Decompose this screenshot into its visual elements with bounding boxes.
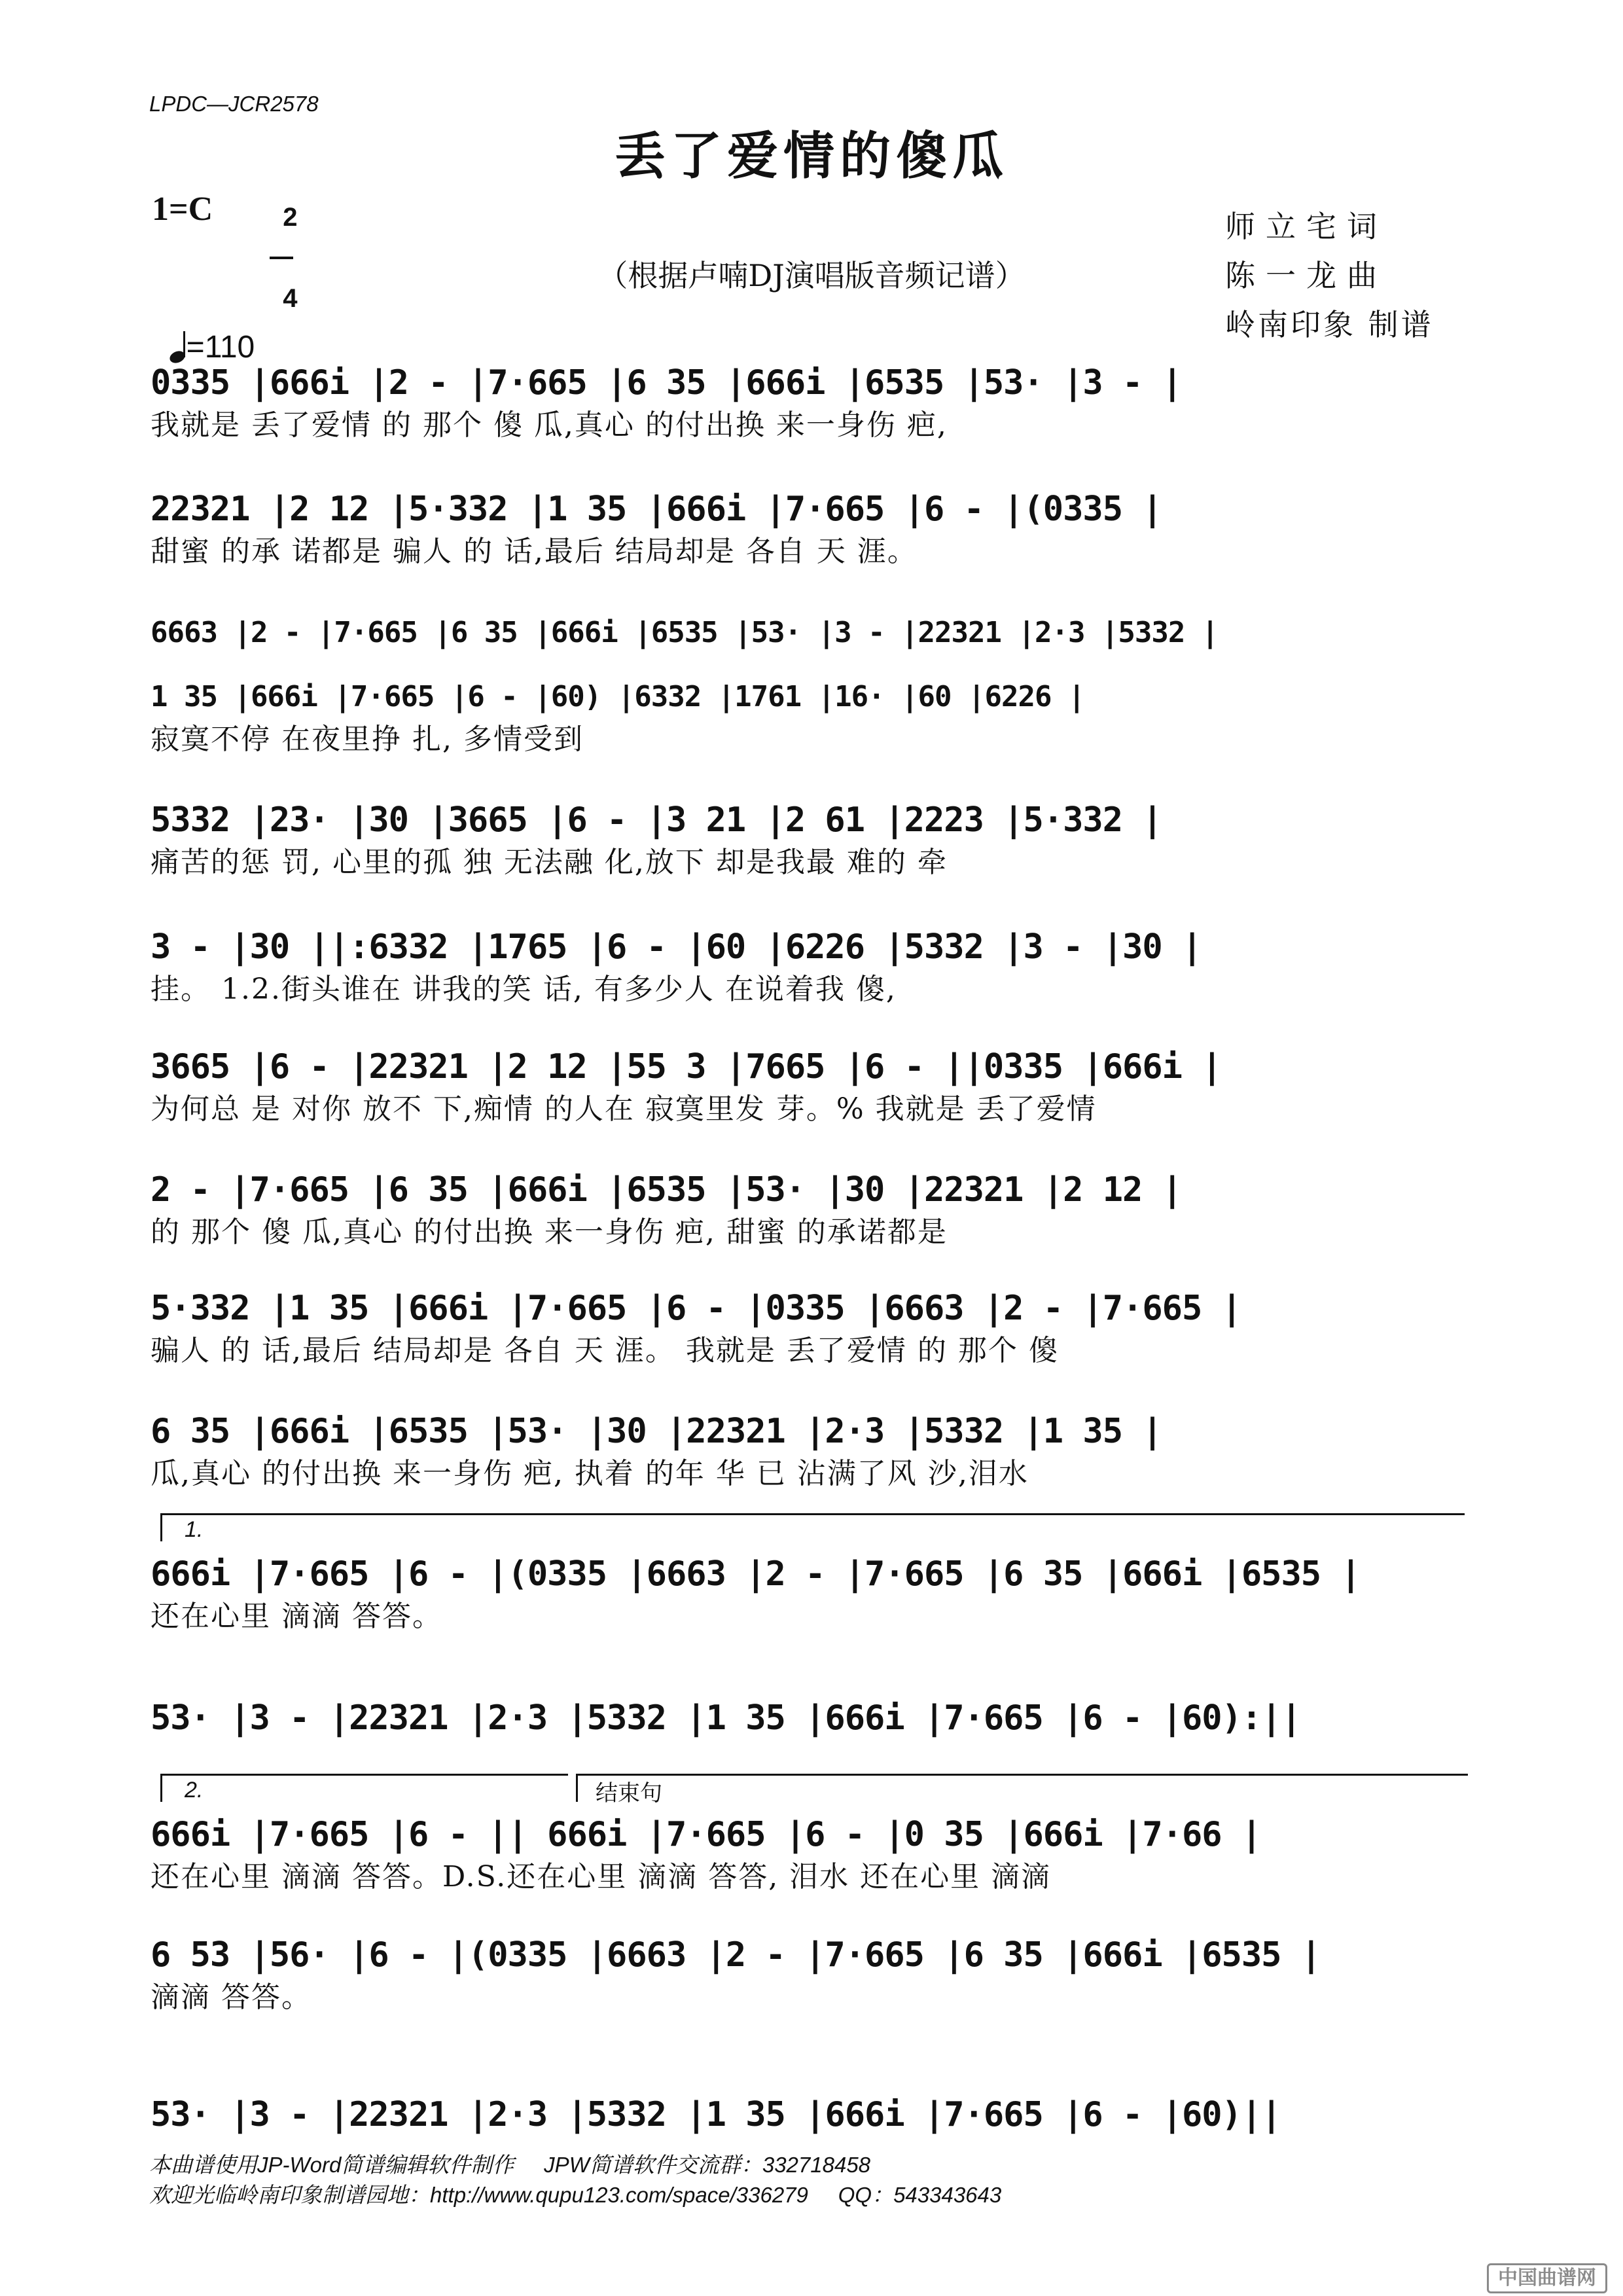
composer-credit: 陈一龙曲 [1225, 258, 1387, 293]
lyrics-row: 挂。 1.2.街头谁在 讲我的笑 话, 有多少人 在说着我 傻, [151, 973, 897, 1006]
score-line-13 [151, 1812, 1466, 1897]
notes-row: 5332 |23· |30 |3665 |6 - |3 21 |2 61 |2223 |5·332 | [151, 800, 1162, 840]
notes-row: 3 - |30 ||:6332 |1765 |6 - |60 |6226 |5332 |3 - |30 | [151, 927, 1202, 967]
score-line-9 [151, 1285, 1466, 1371]
score-line-8 [151, 1167, 1466, 1252]
site-watermark-logo: 中国曲谱网 [1487, 2263, 1607, 2293]
score-line-7 [151, 1044, 1466, 1129]
ending-phrase-label: 结束句 [596, 1780, 662, 1806]
score-line-3 [151, 610, 1466, 656]
notes-row: 22321 |2 12 |5·332 |1 35 |666i |7·665 |6 - |(0335 | [151, 490, 1162, 529]
notes-row: 53· |3 - |22321 |2·3 |5332 |1 35 |666i |7·665 |6 - |60)|| [151, 2095, 1281, 2134]
arranger-credit: 岭南印象 制谱 [1225, 307, 1434, 342]
time-signature-bottom: 4 [283, 284, 298, 313]
volta-second-label: 2. [185, 1778, 204, 1803]
score-line-11 [151, 1551, 1466, 1636]
score-line-12 [151, 1695, 1466, 1741]
time-signature-top: 2 [283, 203, 298, 232]
lyrics-row: 为何总 是 对你 放不 下,痴情 的人在 寂寞里发 芽。% 我就是 丢了爱情 [151, 1092, 1097, 1126]
notes-row: 53· |3 - |22321 |2·3 |5332 |1 35 |666i |7·665 |6 - |60):|| [151, 1698, 1301, 1738]
lyrics-row: 的 那个 傻 瓜,真心 的付出换 来一身伤 疤, 甜蜜 的承诺都是 [151, 1215, 948, 1249]
notes-row: 6663 |2 - |7·665 |6 35 |666i |6535 |53· |3 - |22321 |2·3 |5332 | [151, 616, 1219, 649]
score-line-6 [151, 924, 1466, 1009]
score-line-2 [151, 486, 1466, 571]
lyrics-row: 滴滴 答答。 [151, 1981, 312, 2014]
volta-first-label: 1. [185, 1517, 204, 1542]
notes-row: 2 - |7·665 |6 35 |666i |6535 |53· |30 |22321 |2 12 | [151, 1170, 1182, 1210]
notes-row: 3665 |6 - |22321 |2 12 |55 3 |7665 |6 - ||0335 |666i | [151, 1047, 1222, 1086]
lyrics-row: 痛苦的惩 罚, 心里的孤 独 无法融 化,放下 却是我最 难的 牵 [151, 846, 948, 879]
lyrics-row: 我就是 丢了爱情 的 那个 傻 瓜,真心 的付出换 来一身伤 疤, [151, 408, 948, 442]
lyrics-row: 寂寞不停 在夜里挣 扎, 多情受到 [151, 723, 584, 756]
notes-row: 666i |7·665 |6 - |(0335 |6663 |2 - |7·665 |6 35 |666i |6535 | [151, 1554, 1361, 1594]
lyricist-credit: 师立宅词 [1225, 209, 1387, 244]
notes-row: 1 35 |666i |7·665 |6 - |60) |6332 |1761 |16· |60 |6226 | [151, 680, 1085, 713]
notes-row: 0335 |666i |2 - |7·665 |6 35 |666i |6535 |53· |3 - | [151, 363, 1182, 403]
lyrics-row: 甜蜜 的承 诺都是 骗人 的 话,最后 结局却是 各自 天 涯。 [151, 535, 918, 568]
notes-row: 6 53 |56· |6 - |(0335 |6663 |2 - |7·665 |6 35 |666i |6535 | [151, 1935, 1321, 1975]
volta-second-bracket [160, 1774, 568, 1802]
subtitle: （根据卢喃DJ演唱版音频记谱） [597, 258, 1026, 293]
score-code: LPDC—JCR2578 [149, 92, 319, 116]
score-line-10 [151, 1408, 1466, 1494]
lyrics-row: 骗人 的 话,最后 结局却是 各自 天 涯。 我就是 丢了爱情 的 那个 傻 [151, 1334, 1059, 1367]
score-line-4 [151, 674, 1466, 759]
lyrics-row: 瓜,真心 的付出换 来一身伤 疤, 执着 的年 华 已 沾满了风 沙,泪水 [151, 1457, 1029, 1490]
score-line-14 [151, 1932, 1466, 2017]
score-line-1 [151, 360, 1466, 445]
score-line-5 [151, 797, 1466, 882]
page-title: 丢了爱情的傻瓜 [614, 126, 1008, 186]
footer-software-note: 本曲谱使用JP-Word简谱编辑软件制作 JPW简谱软件交流群：332718458 [149, 2153, 871, 2177]
lyrics-row: 还在心里 滴滴 答答。 [151, 1600, 442, 1633]
volta-first-bracket [160, 1513, 1465, 1541]
notes-row: 5·332 |1 35 |666i |7·665 |6 - |0335 |6663 |2 - |7·665 | [151, 1289, 1241, 1328]
score-line-15 [151, 2092, 1466, 2138]
ending-phrase-bracket [576, 1774, 1468, 1802]
lyrics-row: 还在心里 滴滴 答答。D.S.还在心里 滴滴 答答, 泪水 还在心里 滴滴 [151, 1860, 1052, 1893]
tempo-value: =110 [186, 330, 255, 365]
footer-contact-note: 欢迎光临岭南印象制谱园地：http://www.qupu123.com/space/336279 QQ：543343643 [149, 2183, 1002, 2207]
key-signature: 1=C [152, 190, 213, 228]
tempo-marking [152, 293, 255, 365]
notes-row: 6 35 |666i |6535 |53· |30 |22321 |2·3 |5332 |1 35 | [151, 1412, 1162, 1451]
notes-row: 666i |7·665 |6 - || 666i |7·665 |6 - |0 35 |666i |7·66 | [151, 1815, 1262, 1854]
